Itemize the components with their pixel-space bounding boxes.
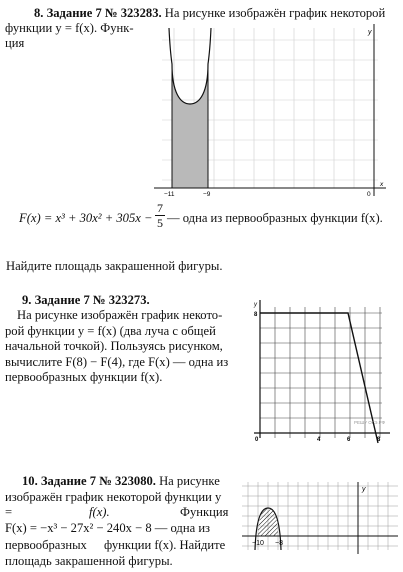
task10-header [22, 474, 220, 490]
task8-formula-main: F(x) = x³ + 30x² + 305x − [19, 211, 153, 225]
task9-watermark: РЕШУ ОГЭ.РФ [354, 420, 386, 425]
task9-xtick-0: 0 [255, 437, 259, 443]
task8-graph [150, 20, 390, 198]
task10-line5b: функции f(x). Найдите [104, 538, 226, 552]
task9-xtick-4: 4 [317, 437, 321, 443]
task8-y-label: y [368, 29, 372, 36]
task8-line2: функции y = f(x). Функ- [5, 21, 134, 35]
task9-line2: рой функции y = f(x) (два луча с общей [5, 324, 216, 338]
task9-line4: вычислите F(8) − F(4), где F(x) — одна из [5, 355, 229, 369]
task8-formula-tail: — одна из первообразных функции f(x). [167, 211, 383, 225]
task8-frac-num: 7 [157, 201, 163, 215]
task9-line1: На рисунке изображён график некото- [17, 308, 223, 322]
task10-line6: площадь закрашенной фигуры. [5, 554, 173, 568]
task9-ytick-8: 8 [254, 312, 258, 318]
task10-graph [240, 480, 400, 556]
task10-line4: F(x) = −x³ − 27x² − 240x − 8 — одна из [5, 521, 211, 535]
task10-line3c: Функция [180, 505, 229, 519]
task8-number: 8. Задание 7 № 323283. [34, 6, 162, 20]
task10-line3b: f(x). [89, 505, 110, 519]
task10-line3a: = [5, 505, 13, 519]
task10-number: 10. Задание 7 № 323080. [22, 474, 156, 488]
task8-header-text: На рисунке изображён график некоторой [161, 6, 386, 20]
task9-y-label: y [254, 302, 257, 308]
task10-shaded-region [258, 508, 278, 536]
task10-xlabel-left: −10 [252, 540, 264, 547]
task10-line2: изображён график некоторой функции y [5, 490, 222, 504]
task8-fraction [155, 201, 165, 230]
task8-xlabel-right: −9 [203, 191, 211, 198]
task9-xtick-8: 8 [377, 437, 381, 443]
task8-origin-label: 0 [367, 191, 371, 198]
task8-frac-den: 5 [157, 216, 163, 230]
task9-grid [260, 307, 382, 438]
task10-line5a: первообразных [5, 538, 87, 552]
task8-question: Найдите площадь закрашенной фигуры. [6, 259, 223, 273]
task10-xlabel-right: −8 [275, 540, 283, 547]
task8-formula [19, 211, 153, 227]
task9-xtick-6: 6 [347, 437, 351, 443]
task9-line3: начальной точкой). Пользуясь рисунком, [5, 339, 223, 353]
task9-graph [250, 298, 400, 446]
task8-x-label: x [380, 181, 384, 188]
task8-shaded-region [172, 64, 208, 188]
task8-line3: ция [5, 36, 25, 50]
task10-header-text: На рисунке [155, 474, 220, 488]
task8-xlabel-left: −11 [164, 191, 175, 198]
task10-y-label: y [362, 486, 366, 493]
task9-line5: первообразных функции f(x). [5, 370, 163, 384]
task9-header: 9. Задание 7 № 323273. [22, 293, 150, 307]
